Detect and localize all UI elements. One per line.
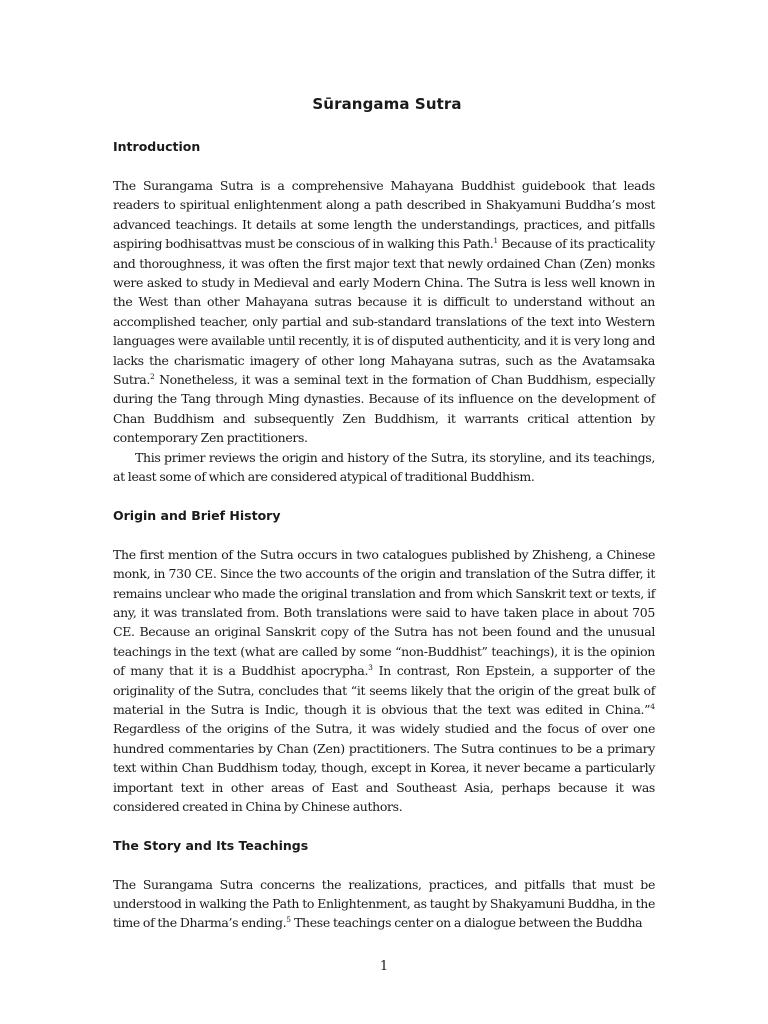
text-segment: The Surangama Sutra is a comprehensive Mahayana Buddhist guidebook that leads readers to spiritual enlightenment along a path described in Shakyamuni Buddha’s most advanced teachings. It details at some length the understandings, practices, and pitfalls aspiring bodhisattvas must be conscious of in walking this Path. [113, 178, 655, 252]
section-heading-introduction: Introduction [113, 139, 201, 154]
footnote-marker: 5 [286, 915, 292, 925]
text-segment: Because of its practicality and thoroughness, it was often the first major text that newly ordained Chan (Zen) monks were asked to study in Medieval and early Modern China. The Sutra is less well known in the West than other Mahayana sutras because it is difficult to understand without an accomplished teacher, only partial and sub-standard translations of the text into Western languages were available until recently, it is of disputed authenticity, and it is very long and lacks the charismatic imagery of other long Mahayana sutras, such as the Avatamsaka Sutra. [113, 236, 655, 388]
paragraph-intro-1 [113, 176, 655, 448]
footnote-marker: 3 [368, 662, 373, 672]
text-segment: Regardless of the origins of the Sutra, it was widely studied and the focus of over one hundred commentaries by Chan (Zen) practitioners. The Sutra continues to be a primary text within Chan Buddhism today, though, except in Korea, it never became a particularly important text in other areas of East and Southeast Asia, perhaps because it was considered created in China by Chinese authors. [113, 721, 655, 814]
text-segment: Nonetheless, it was a seminal text in the formation of Chan Buddhism, especially during the Tang through Ming dynasties. Because of its influence on the development of Chan Buddhism and subsequently Zen Buddhism, it warrants critical attention by contemporary Zen practitioners. [113, 372, 655, 446]
paragraph-intro-2: This primer reviews the origin and history of the Sutra, its storyline, and its teachings, at least some of which are considered atypical of traditional Buddhism. [113, 449, 655, 485]
text-segment: The first mention of the Sutra occurs in two catalogues published by Zhisheng, a Chinese monk, in 730 CE. Since the two accounts of the origin and translation of the Sutra differ, it remains unclear who made the original translation and from which Sanskrit text or texts, if any, it was translated from. Both translations were said to have taken place in about 705 CE. Because an original Sanskrit copy of the Sutra has not been found and the unusual teachings in the text (what are called by some “non-Buddhist” teachings), it is the opinion of many that it is a Buddhist apocrypha. [113, 546, 655, 679]
paragraph-story-1 [113, 875, 655, 933]
page-number: 1 [379, 959, 389, 974]
text-segment: These teachings center on a dialogue between the Buddha [291, 915, 643, 931]
paragraph-origin-1 [113, 545, 655, 817]
section-heading-origin: Origin and Brief History [113, 507, 281, 523]
footnote-marker: 1 [493, 236, 499, 246]
document-body [113, 94, 655, 933]
text-segment: In contrast, Ron Epstein, a supporter of the originality of the Sutra, concludes that “it seems likely that the origin of the great bulk of material in the Sutra is Indic, though it is obvious that the text was edited in China.” [113, 663, 656, 717]
text-segment: The Surangama Sutra concerns the realizations, practices, and pitfalls that must be understood in walking the Path to Enlightenment, as taught by Shakyamuni Buddha, in the time of the Dharma’s ending. [113, 876, 655, 931]
section-introduction [113, 137, 655, 487]
section-heading-story: The Story and Its Teachings [113, 837, 309, 853]
document-title: Sūrangama Sutra [312, 95, 462, 113]
section-story [113, 836, 655, 933]
section-origin [113, 506, 655, 817]
footnote-marker: 2 [149, 371, 155, 381]
footnote-marker: 4 [650, 701, 655, 711]
